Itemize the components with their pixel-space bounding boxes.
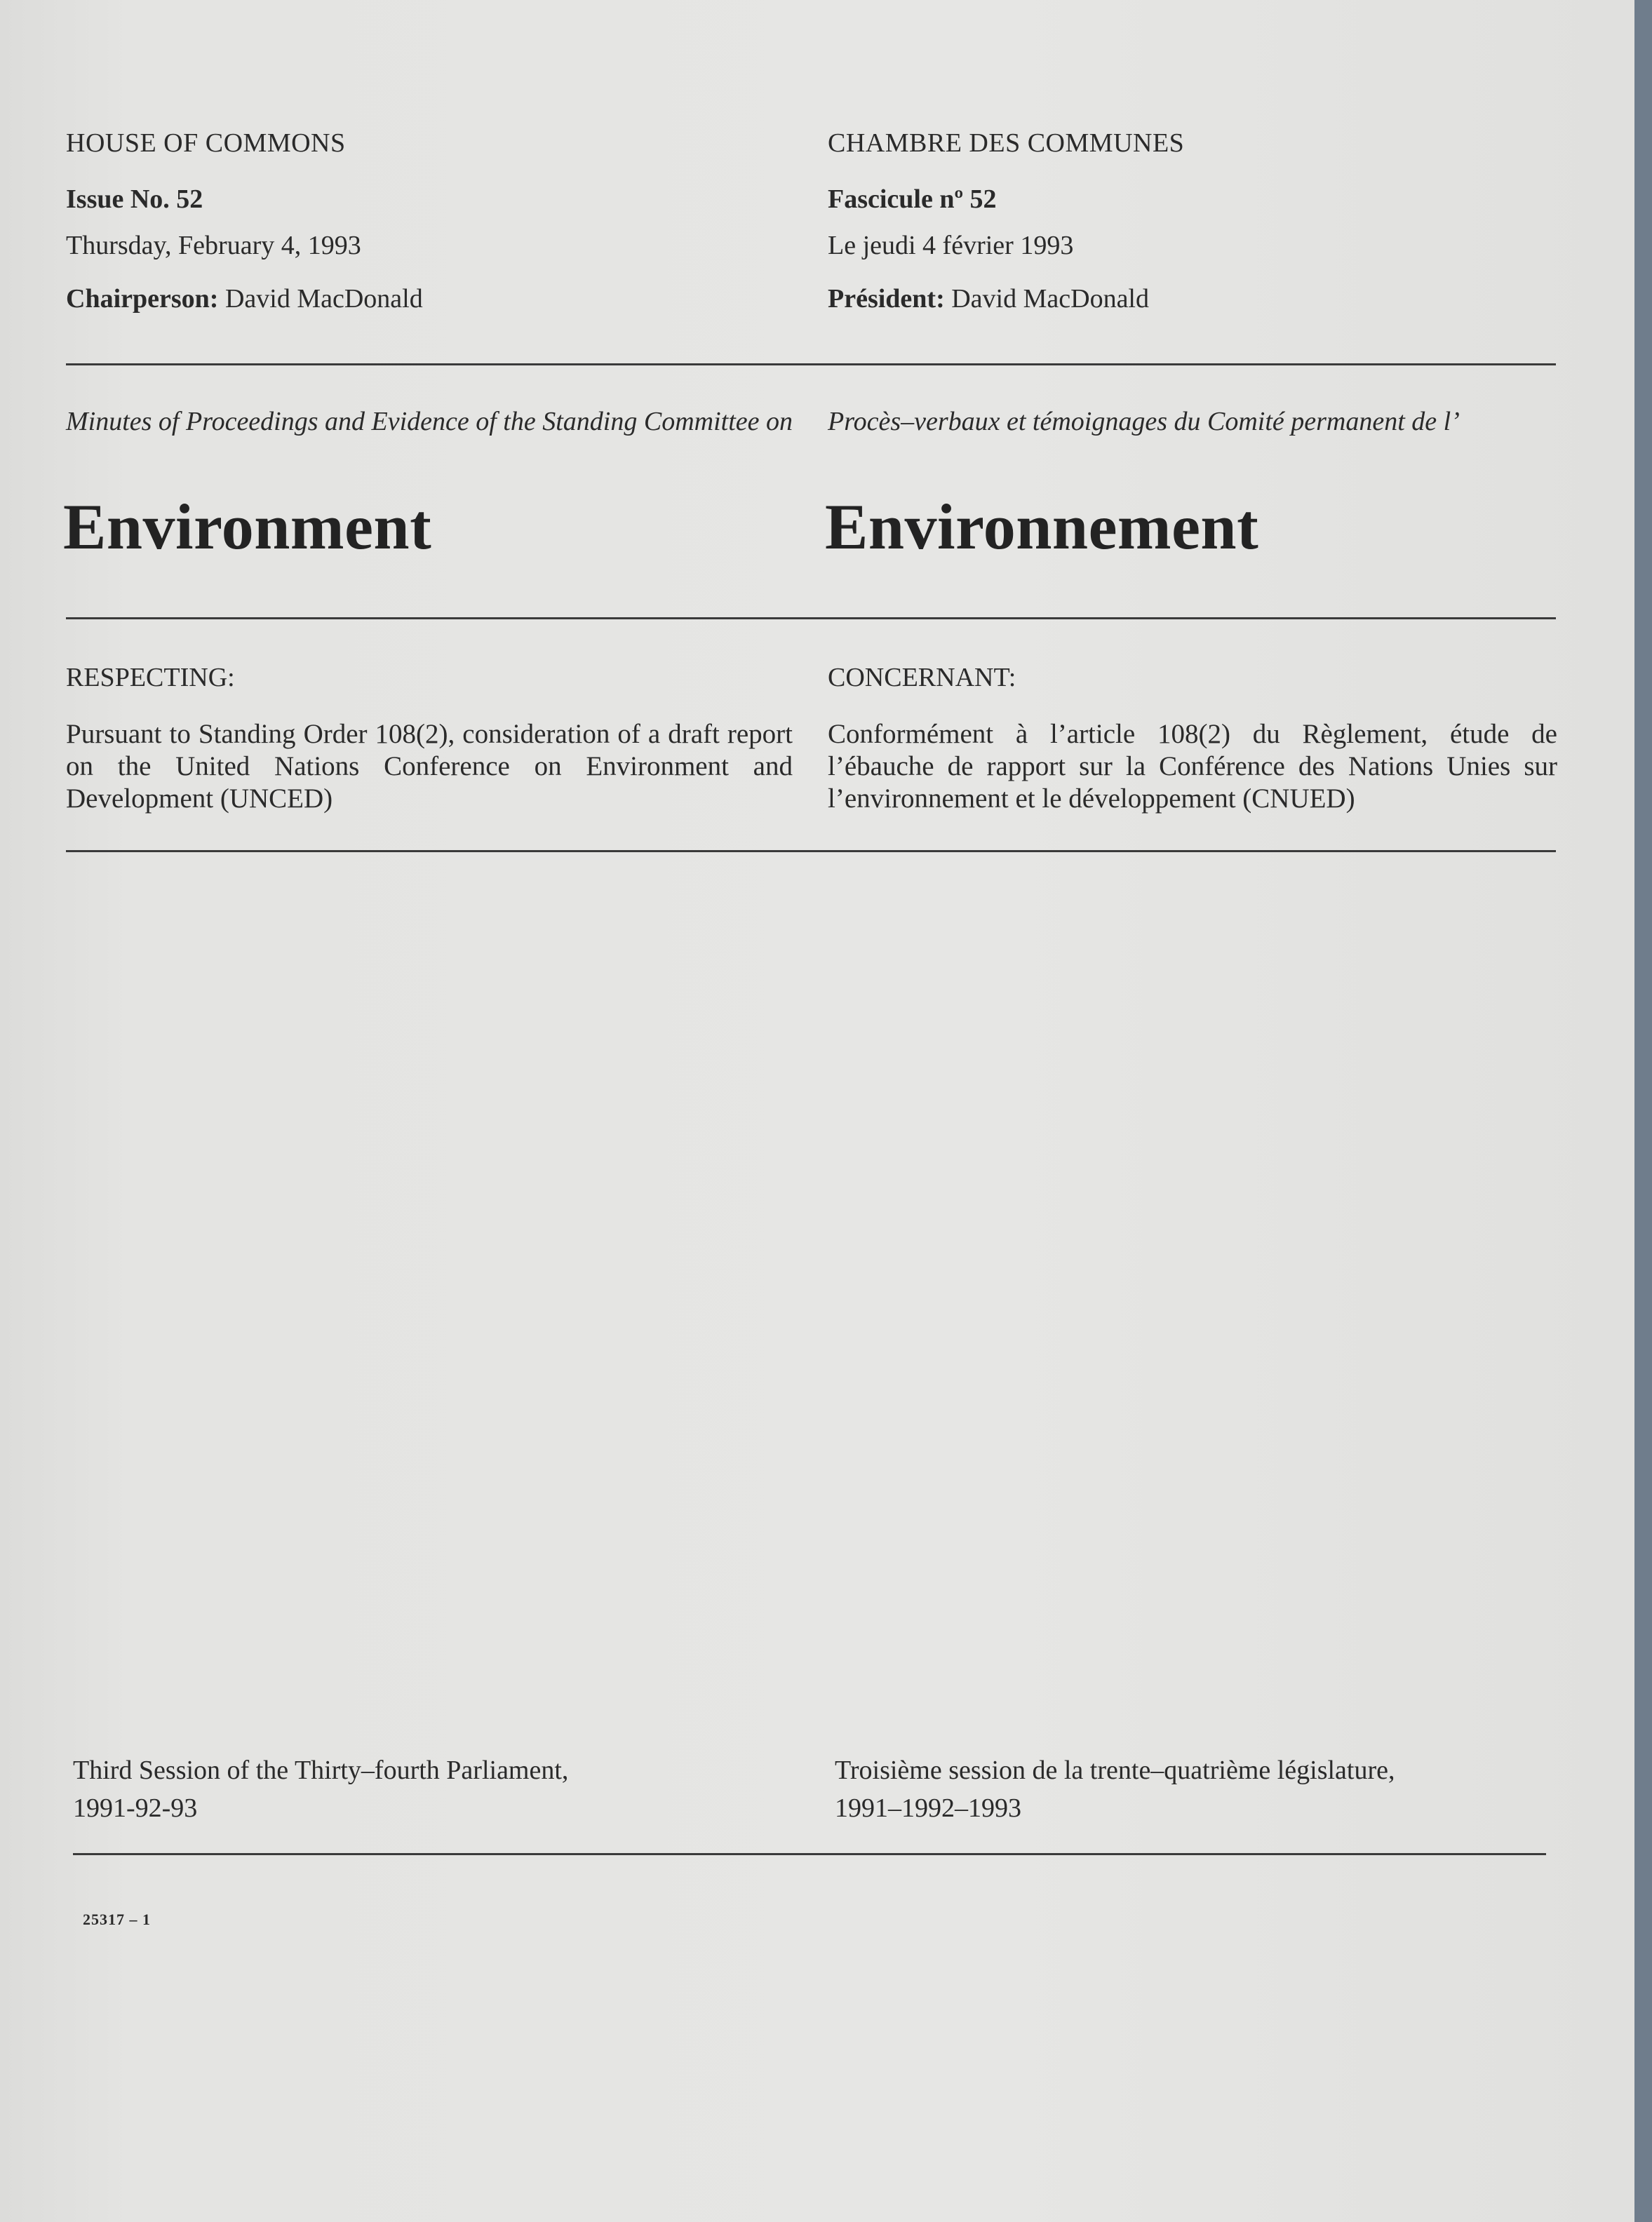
divider-rule	[73, 1853, 1546, 1855]
session-en-line2: 1991-92-93	[73, 1793, 198, 1823]
minutes-caption-fr: Procès–verbaux et témoignages du Comité permanent de l’	[828, 407, 1460, 436]
president-name: David MacDonald	[944, 284, 1149, 314]
session-en-line1: Third Session of the Thirty–fourth Parliament,	[73, 1756, 569, 1785]
chairperson-label: Chairperson:	[66, 284, 219, 314]
concernant-heading: CONCERNANT:	[828, 663, 1016, 692]
print-code: 25317 – 1	[83, 1911, 151, 1928]
issue-number: Issue No. 52	[66, 184, 203, 214]
divider-rule	[66, 363, 1556, 365]
fascicule-date: Le jeudi 4 février 1993	[828, 231, 1074, 260]
minutes-caption-en: Minutes of Proceedings and Evidence of the Standing Committee on	[66, 407, 793, 436]
president-label: Président:	[828, 284, 945, 314]
session-fr-line2: 1991–1992–1993	[835, 1793, 1021, 1823]
session-fr-line1: Troisième session de la trente–quatrième législature,	[835, 1756, 1395, 1785]
chairperson-name: David MacDonald	[218, 284, 423, 314]
chairperson-line	[66, 283, 423, 314]
respecting-heading: RESPECTING:	[66, 663, 235, 692]
subject-fr: Conformément à l’article 108(2) du Règlement, étude de l’ébauche de rapport sur la Conférence des Nations Unies sur l’environnement et le développement (CNUED)	[828, 719, 1557, 814]
committee-title-en: Environment	[63, 491, 432, 563]
chambre-des-communes-heading: CHAMBRE DES COMMUNES	[828, 128, 1185, 158]
divider-rule	[66, 617, 1556, 619]
subject-en: Pursuant to Standing Order 108(2), consideration of a draft report on the United Nations Conference on Environment and Development (UNCED)	[66, 719, 793, 814]
president-line	[828, 283, 1149, 314]
issue-date: Thursday, February 4, 1993	[66, 231, 361, 260]
divider-rule	[66, 850, 1556, 852]
house-of-commons-heading: HOUSE OF COMMONS	[66, 128, 346, 158]
committee-title-fr: Environnement	[825, 491, 1259, 563]
fascicule-number: Fascicule nº 52	[828, 184, 997, 214]
binding-edge	[1634, 0, 1652, 2222]
